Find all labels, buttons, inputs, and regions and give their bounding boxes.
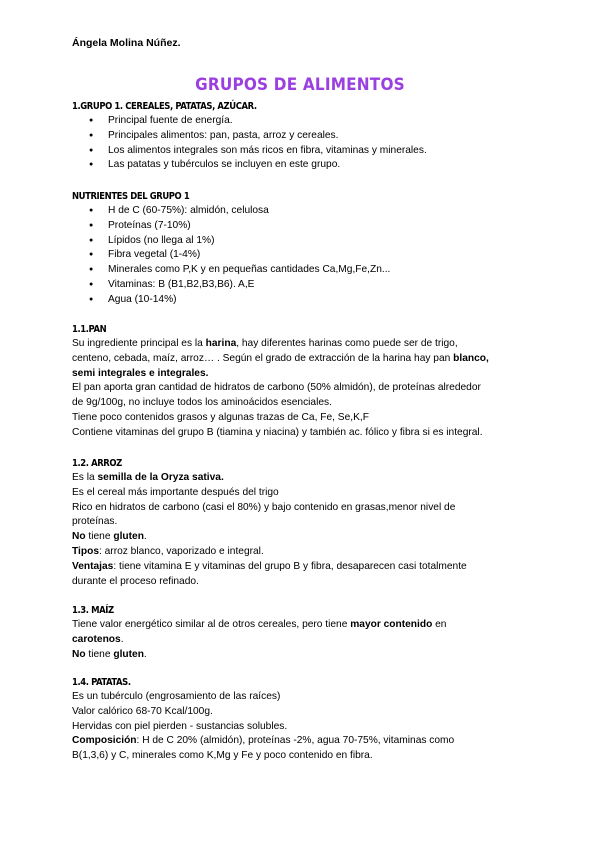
group1-section bbox=[72, 100, 542, 173]
patatas-section bbox=[72, 676, 542, 764]
list-item: ● Fibra vegetal (1-4%) bbox=[72, 248, 542, 263]
paragraph-line: proteínas. bbox=[72, 516, 118, 528]
paragraph-line: Es la semilla de la Oryza sativa. bbox=[72, 472, 224, 483]
paragraph-line: El pan aporta gran cantidad de hidratos de carbono (50% almidón), de proteínas alrededor bbox=[72, 382, 481, 394]
list-item: ● Agua (10-14%) bbox=[72, 293, 542, 308]
list-item: ● Vitaminas: B (B1,B2,B3,B6). A,E bbox=[72, 278, 542, 293]
paragraph-line: Su ingrediente principal es la harina, hay diferentes harinas como puede ser de trigo, bbox=[72, 338, 458, 349]
group1-bullet-list bbox=[72, 114, 542, 173]
nutrients-section bbox=[72, 190, 542, 308]
arroz-section bbox=[72, 457, 542, 589]
paragraph-line: Es el cereal más importante después del trigo bbox=[72, 486, 279, 498]
paragraph-line: Ventajas: tiene vitamina E y vitaminas del grupo B y fibra, desaparecen casi totalmente bbox=[72, 560, 467, 572]
patatas-heading: 1.4. PATATAS. bbox=[72, 677, 131, 688]
group1-heading: 1.GRUPO 1. CEREALES, PATATAS, AZÚCAR. bbox=[72, 101, 257, 112]
paragraph-line: Valor calórico 68-70 Kcal/100g. bbox=[72, 705, 213, 717]
paragraph-line: Rico en hidratos de carbono (casi el 80%) y bajo contenido en grasas,menor nivel de bbox=[72, 501, 456, 513]
paragraph-line: No tiene gluten. bbox=[72, 648, 147, 660]
maiz-heading: 1.3. MAÍZ bbox=[72, 605, 114, 616]
list-item: ● Principales alimentos: pan, pasta, arroz y cereales. bbox=[72, 129, 542, 144]
paragraph-line: carotenos. bbox=[72, 633, 124, 645]
paragraph-line: No tiene gluten. bbox=[72, 531, 147, 543]
paragraph-line: semi integrales e integrales. bbox=[72, 367, 209, 379]
paragraph-line: centeno, cebada, maíz, arroz… . Según el grado de extracción de la harina hay pan blanco, bbox=[72, 352, 489, 364]
nutrients-heading: NUTRIENTES DEL GRUPO 1 bbox=[72, 191, 190, 202]
paragraph-line: Es un tubérculo (engrosamiento de las raíces) bbox=[72, 691, 281, 702]
document-title: GRUPOS DE ALIMENTOS bbox=[195, 75, 405, 95]
paragraph-line: durante el proceso refinado. bbox=[72, 575, 199, 587]
list-item: ● H de C (60-75%): almidón, celulosa bbox=[72, 204, 542, 219]
pan-heading: 1.1.PAN bbox=[72, 324, 107, 335]
paragraph-line: Tiene poco contenidos grasos y algunas trazas de Ca, Fe, Se,K,F bbox=[72, 411, 369, 423]
list-item: ● Las patatas y tubérculos se incluyen en este grupo. bbox=[72, 158, 542, 173]
paragraph-line: Contiene vitaminas del grupo B (tiamina y niacina) y también ac. fólico y fibra si es integral. bbox=[72, 426, 483, 438]
maiz-section bbox=[72, 604, 542, 662]
paragraph-line: Tipos: arroz blanco, vaporizado e integral. bbox=[72, 545, 264, 557]
arroz-heading: 1.2. ARROZ bbox=[72, 458, 122, 469]
pan-section bbox=[72, 323, 542, 441]
paragraph-line: B(1,3,6) y C, minerales como K,Mg y Fe y poco contenido en fibra. bbox=[72, 750, 373, 762]
list-item: ● Minerales como P,K y en pequeñas cantidades Ca,Mg,Fe,Zn... bbox=[72, 263, 542, 278]
list-item: ● Proteínas (7-10%) bbox=[72, 219, 542, 234]
list-item: ● Los alimentos integrales son más ricos en fibra, vitaminas y minerales. bbox=[72, 144, 542, 159]
author-name: Ángela Molina Núñez. bbox=[72, 37, 181, 49]
list-item: ● Lípidos (no llega al 1%) bbox=[72, 234, 542, 249]
list-item: ● Principal fuente de energía. bbox=[72, 114, 542, 129]
paragraph-line: Tiene valor energético similar al de otros cereales, pero tiene mayor contenido en bbox=[72, 619, 447, 630]
paragraph-line: de 9g/100g, no incluye todos los aminoácidos esenciales. bbox=[72, 397, 332, 409]
nutrients-bullet-list bbox=[72, 204, 542, 308]
paragraph-line: Hervidas con piel pierden - sustancias solubles. bbox=[72, 720, 288, 732]
paragraph-line: Composición: H de C 20% (almidón), proteínas -2%, agua 70-75%, vitaminas como bbox=[72, 735, 455, 747]
